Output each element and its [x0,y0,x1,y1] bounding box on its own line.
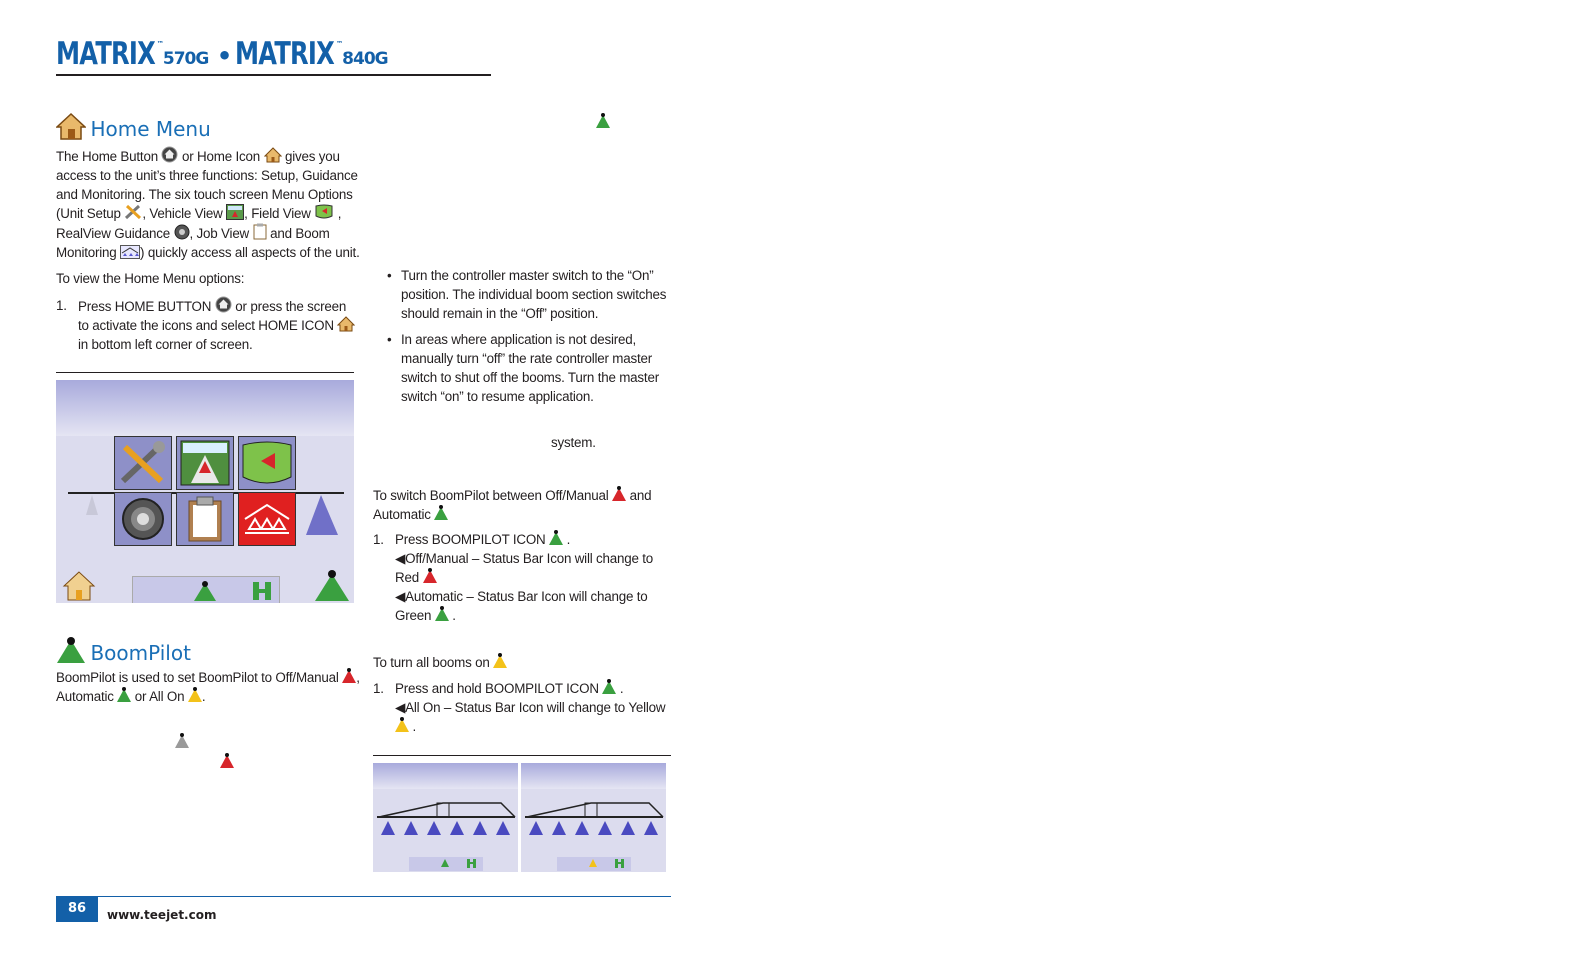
page-number: 86 [56,896,98,922]
boompilot-automatic-icon [596,115,610,128]
boom-screen-automatic [373,763,518,872]
boompilot-icon [602,681,616,694]
boompilot-off-manual-icon [220,755,234,768]
boompilot-automatic-icon [435,608,449,621]
system-text: system. [551,435,596,450]
home-icon[interactable] [62,570,96,602]
home-button-icon [215,296,232,313]
boompilot-icon[interactable] [314,568,350,602]
bullet-areas: • In areas where application is not desired, manually turn “off” the rate controller master switch to shut off the booms. Turn the master switch “on” to resume application. [373,330,673,406]
boom-diagram [373,791,518,872]
all-on-step-number: 1. [373,681,384,696]
home-menu-intro: The Home Button or Home Icon gives you access to the unit’s three functions: Setup, Guidance and Monitoring. The six touch screen Menu Options (Unit Setup , Vehicle View , Field View , RealView Guidance , Job View and Boom Monitoring ) quickly access all aspects of the unit. [56,146,361,262]
boompilot-off-manual-icon [612,488,626,501]
figure-rule [373,755,671,756]
vehicle-view-icon [177,437,233,489]
home-icon [337,316,355,332]
home-icon [264,147,282,163]
job-view-icon [177,493,233,545]
boompilot-all-on-icon [395,719,409,732]
realview-guidance-icon [174,224,190,240]
home-menu-screen [56,380,354,603]
vehicle-view-tile[interactable] [176,436,234,490]
bullet-master-switch: • Turn the controller master switch to the “On” position. The individual boom section switches should remain in the “Off” position. [373,266,673,323]
field-view-icon [314,204,334,220]
home-menu-to-view: To view the Home Menu options: [56,271,245,286]
unit-setup-icon [124,204,142,220]
boom-monitoring-tile[interactable] [238,492,296,546]
home-menu-title: Home Menu [90,117,211,141]
realview-guidance-icon [115,493,171,545]
home-menu-step: Press HOME BUTTON or press the screen to activate the icons and select HOME ICON in bottom left corner of screen. [78,296,358,354]
brand-left: MATRIX [56,36,155,72]
home-menu-heading [56,112,211,141]
boom-screen-all-on [521,763,666,872]
job-view-tile[interactable] [176,492,234,546]
footer-rule [56,896,671,897]
brand-left-model: 570G [162,49,209,69]
footer-url[interactable]: www.teejet.com [107,908,217,922]
switch-step-number: 1. [373,532,384,547]
home-menu-step-number: 1. [56,298,67,313]
boompilot-icon [549,532,563,545]
brand-title: MATRIX ™570G • MATRIX ™840G [56,36,388,72]
home-button-icon [161,146,178,163]
brand-right-model: 840G [342,49,388,69]
field-view-tile[interactable] [238,436,296,490]
switch-step: Press BOOMPILOT ICON . ◀Off/Manual – Status Bar Icon will change to Red ◀Automatic – Status Bar Icon will change to Green . [395,532,654,623]
boom-monitoring-icon [239,493,295,545]
boompilot-all-on-icon [493,655,507,668]
unit-setup-tile[interactable] [114,436,172,490]
field-view-icon [239,437,295,489]
boom-monitoring-icon [120,245,140,259]
boompilot-intro: BoomPilot is used to set BoomPilot to Off/Manual , Automatic or All On . [56,670,360,704]
all-on-step: Press and hold BOOMPILOT ICON . ◀All On – Status Bar Icon will change to Yellow . [395,681,666,734]
job-view-icon [253,223,267,240]
boompilot-all-on-icon [188,689,202,702]
realview-guidance-tile[interactable] [114,492,172,546]
figure-rule [56,372,354,373]
boompilot-disabled-icon [175,735,189,748]
all-on-intro: To turn all booms on [373,653,673,672]
switch-intro: To switch BoomPilot between Off/Manual and Automatic [373,488,652,522]
status-bar [132,576,280,603]
vehicle-view-icon [226,204,244,220]
boompilot-off-manual-icon [342,670,356,683]
bullet-list [373,266,673,406]
steering-status-icon [251,580,275,602]
home-icon [56,112,86,140]
brand-right: MATRIX [235,36,335,72]
boompilot-automatic-icon [434,507,448,520]
boompilot-status-icon [193,580,217,602]
boompilot-heading [56,636,191,665]
unit-setup-icon [115,437,171,489]
boom-diagram [521,791,666,872]
boompilot-off-manual-icon [423,570,437,583]
boompilot-title: BoomPilot [90,641,191,665]
header-rule [56,74,491,76]
boompilot-automatic-icon [117,689,131,702]
boompilot-icon [56,636,86,664]
